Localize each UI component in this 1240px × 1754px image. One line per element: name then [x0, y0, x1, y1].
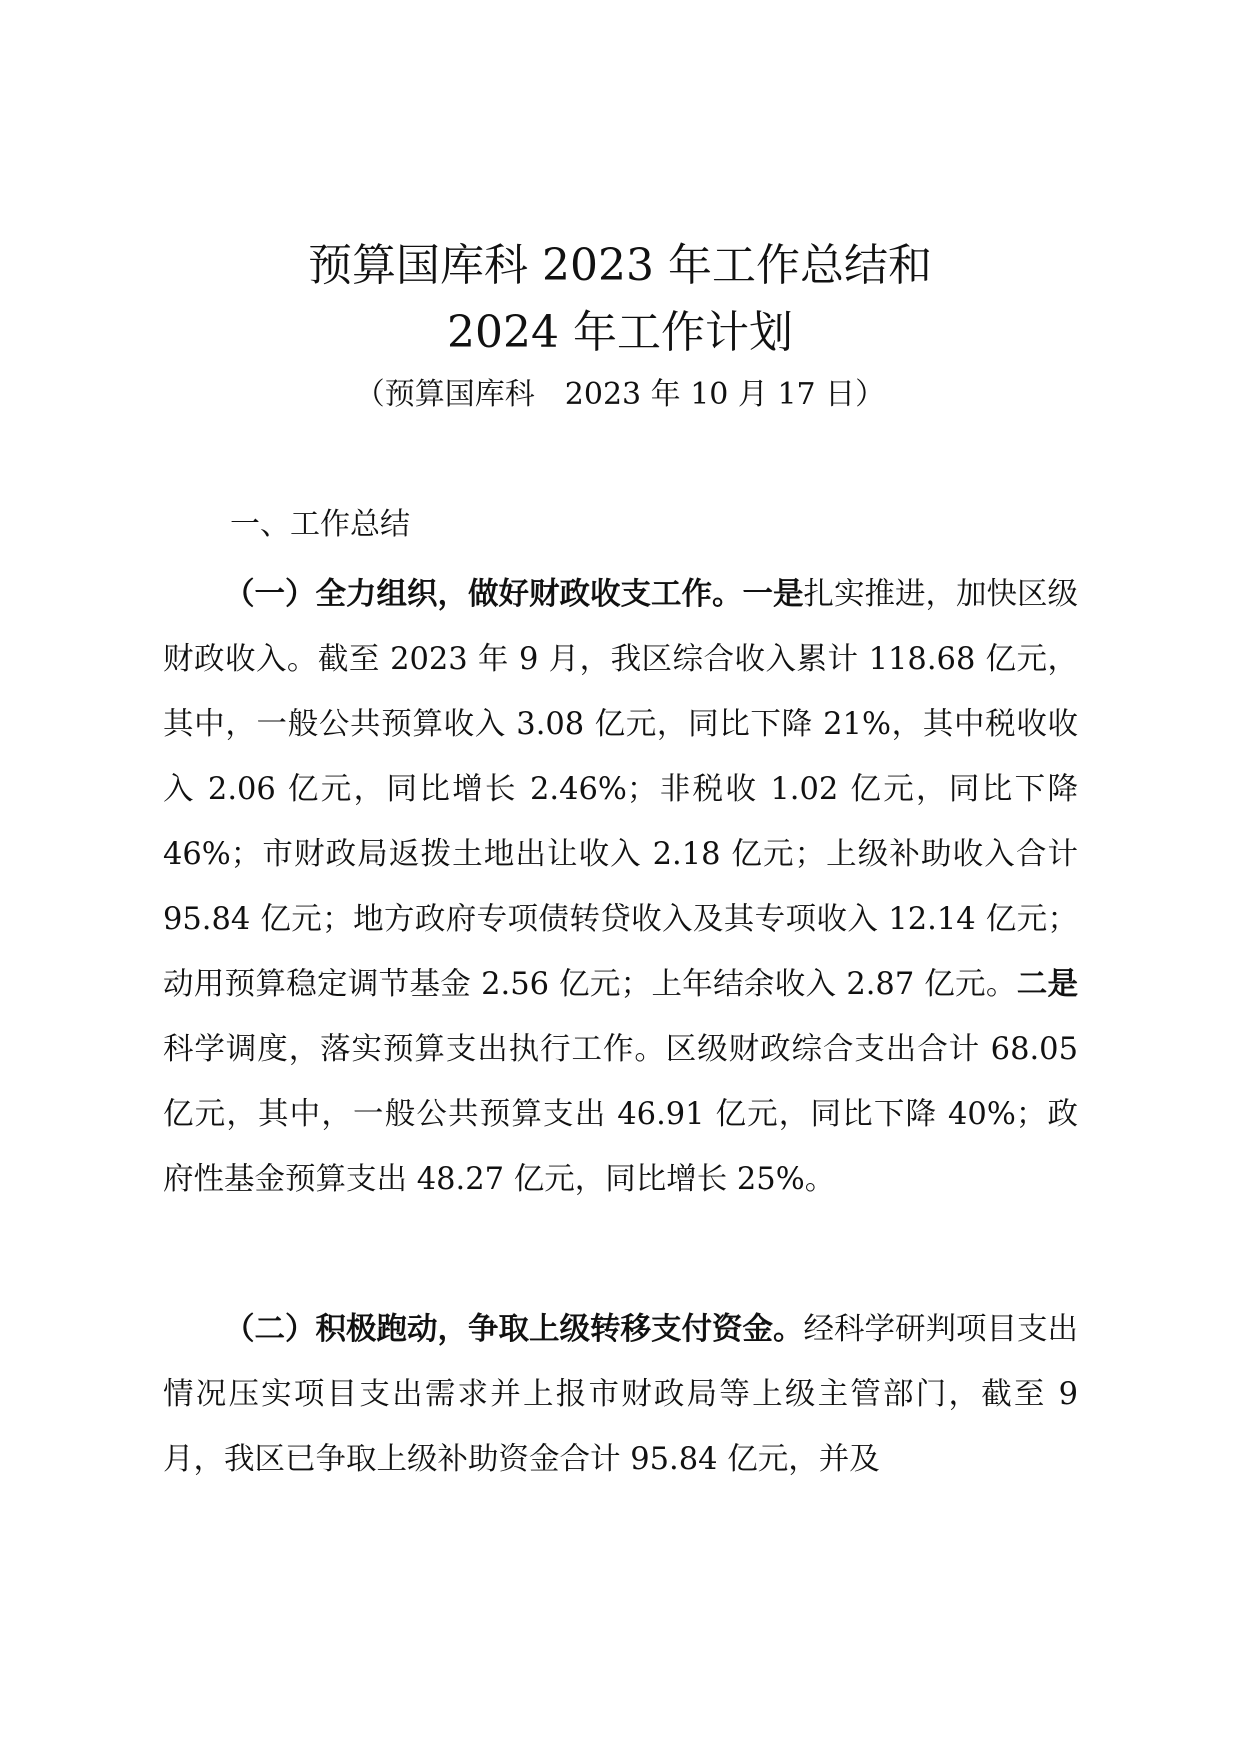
- document-title-line2: 2024 年工作计划: [447, 307, 793, 358]
- item-lead-first: 一是: [742, 577, 804, 612]
- section-heading-work-summary: 一、工作总结: [230, 507, 410, 542]
- paragraph-fiscal-revenue-expenditure: [163, 562, 1078, 1212]
- paragraph-text: 经科学研判项目支出情况压实项目支出需求并上报市财政局等上级主管部门，截至 9 月，我区已争取上级补助资金合计 95.84 亿元，并及: [163, 1312, 1078, 1477]
- document-title-line1: 预算国库科 2023 年工作总结和: [308, 240, 932, 291]
- paragraph-heading: （二）积极跑动，争取上级转移支付资金。: [224, 1312, 804, 1347]
- item-lead-second: 二是: [1016, 967, 1078, 1002]
- paragraph-transfer-payment-funds: [163, 1297, 1078, 1492]
- document-subtitle: （预算国库科 2023 年 10 月 17 日）: [354, 377, 886, 412]
- paragraph-text: 扎实推进，加快区级财政收入。截至 2023 年 9 月，我区综合收入累计 118.68 亿元，其中，一般公共预算收入 3.08 亿元，同比下降 21%，其中税收收入 2.06 亿元，同比增长 2.46%；非税收 1.02 亿元，同比下降 46%；市财政局返拨土地出让收入 2.18 亿元；上级补助收入合计 95.84 亿元；地方政府专项债转贷收入及其专项收入 12.14 亿元；动用预算稳定调节基金 2.56 亿元；上年结余收入 2.87 亿元。: [163, 577, 1078, 1002]
- paragraph-text: 科学调度，落实预算支出执行工作。区级财政综合支出合计 68.05 亿元，其中，一般公共预算支出 46.91 亿元，同比下降 40%；政府性基金预算支出 48.27 亿元，同比增长 25%。: [163, 1032, 1078, 1197]
- paragraph-heading: （一）全力组织，做好财政收支工作。: [224, 577, 743, 612]
